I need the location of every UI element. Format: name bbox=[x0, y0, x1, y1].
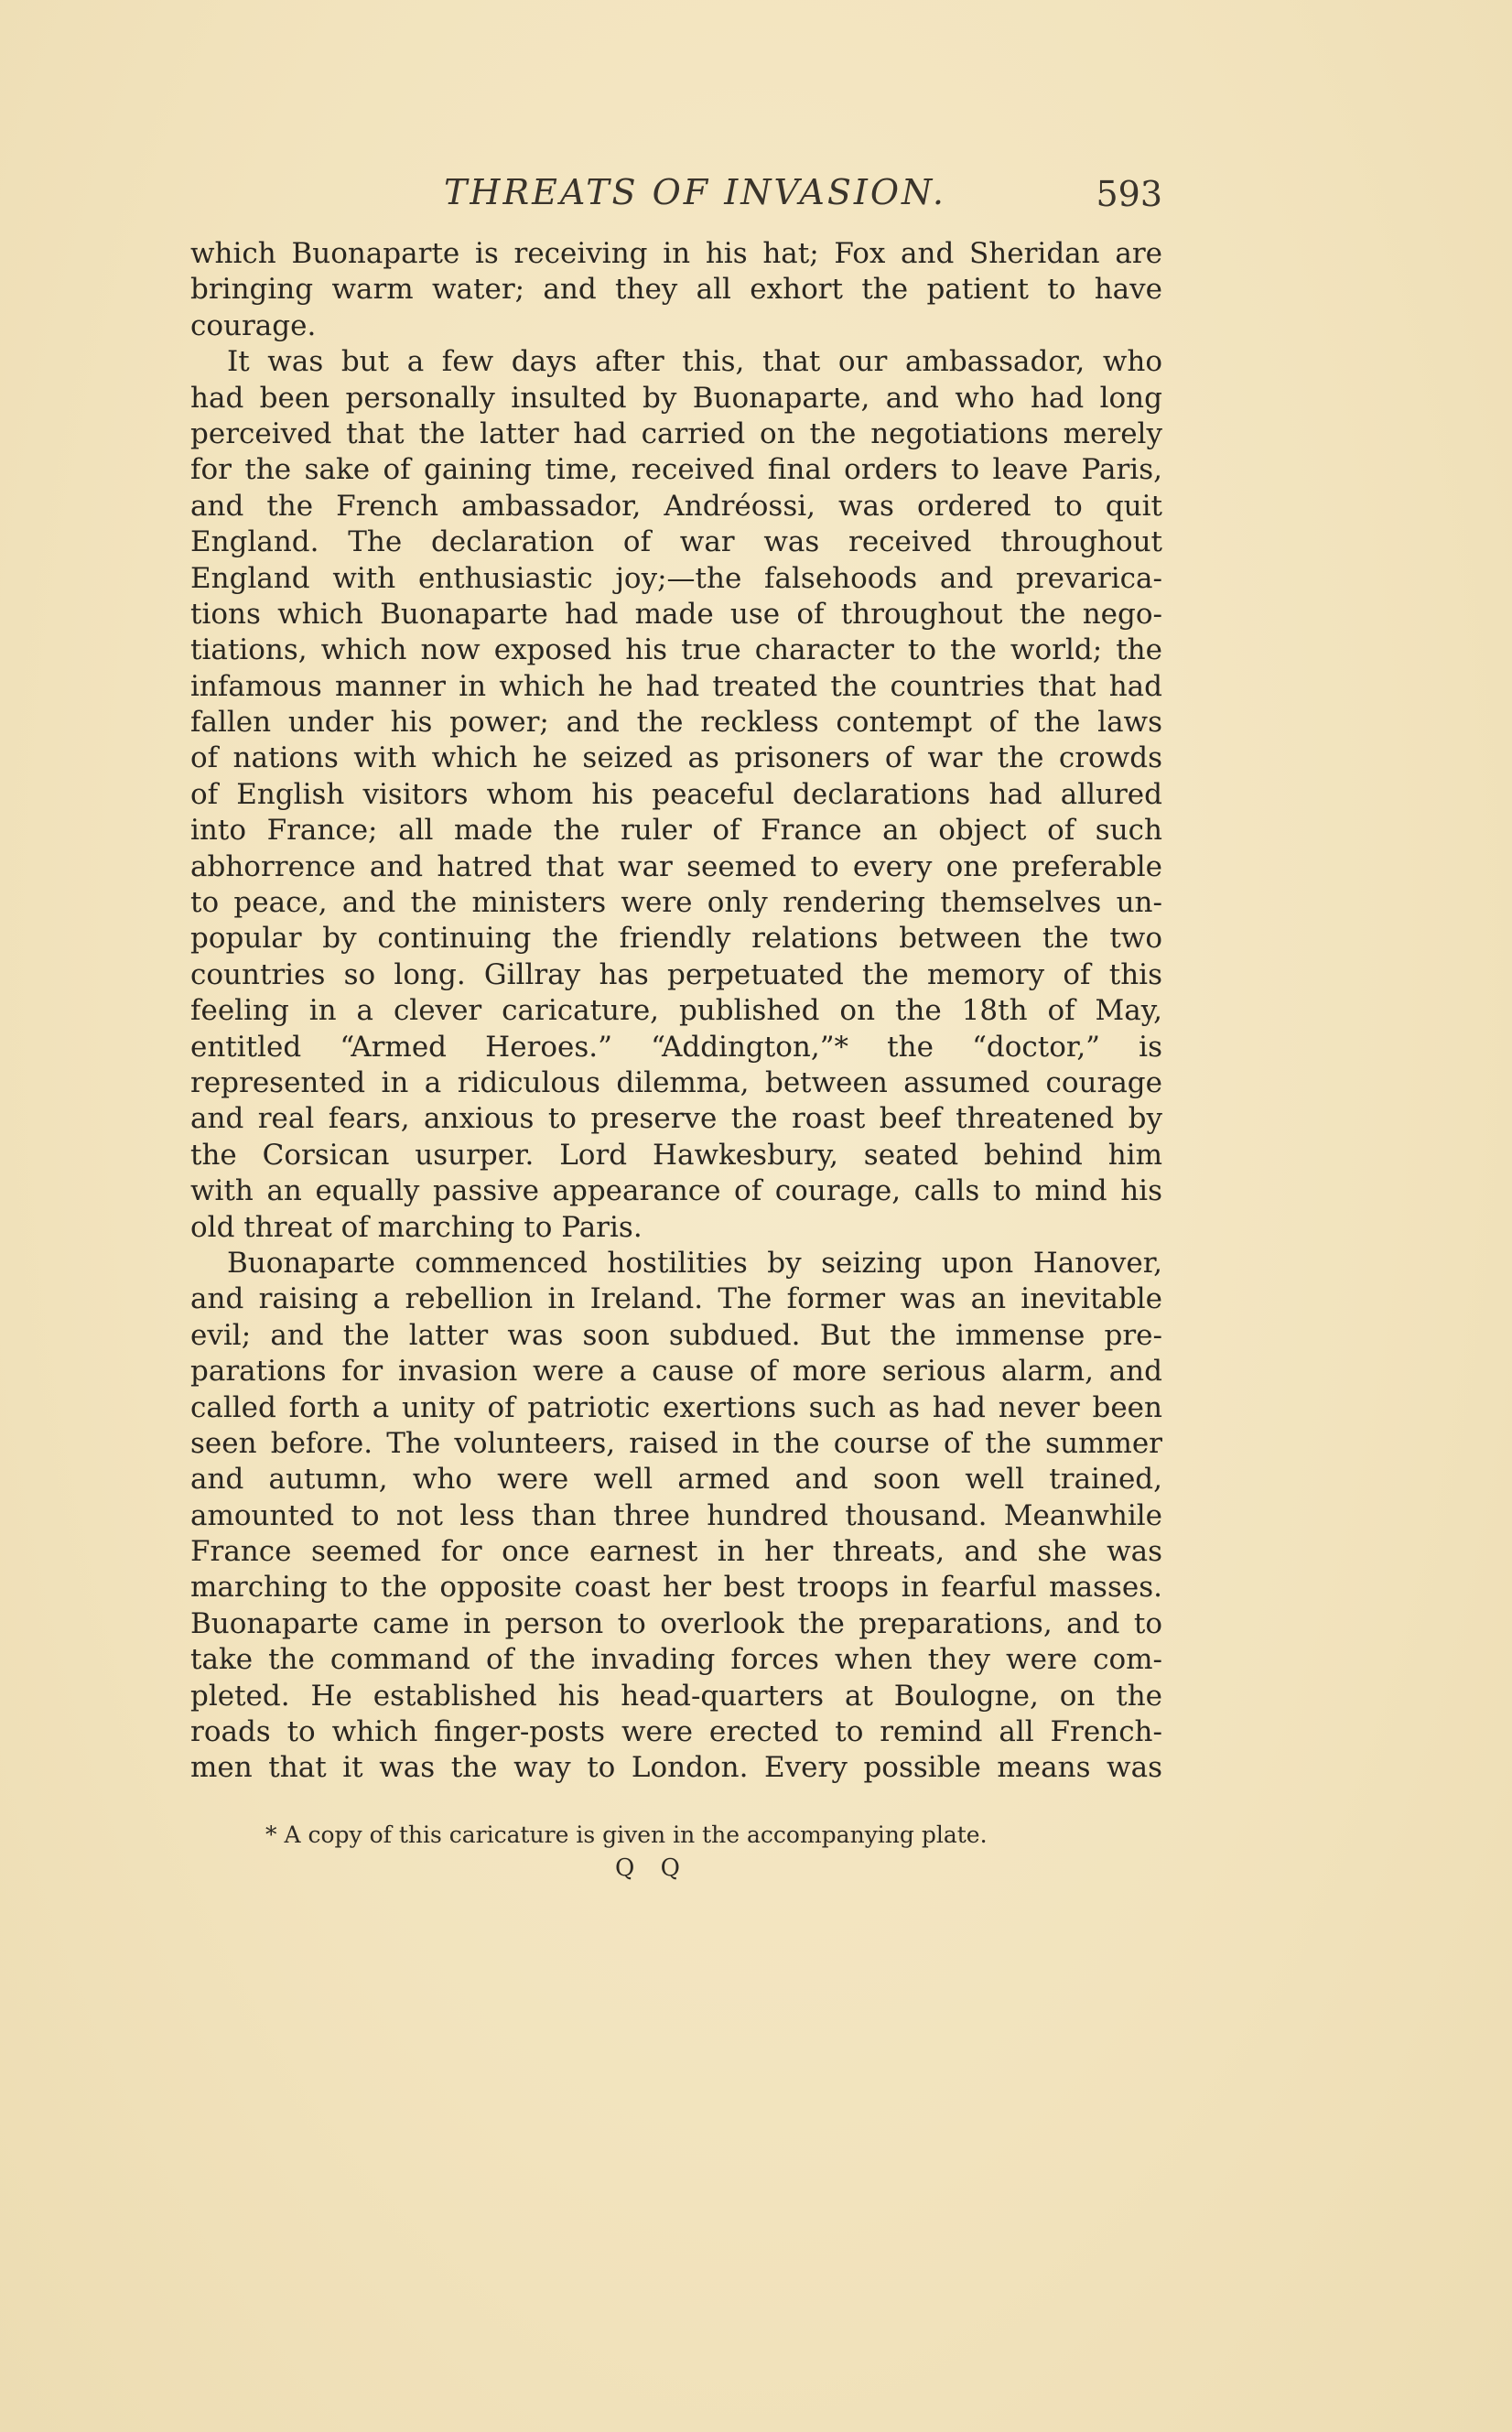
text-line: France seemed for once earnest in her threats, and she was bbox=[190, 1535, 1162, 1569]
text-line: England. The declaration of war was received throughout bbox=[190, 525, 1162, 559]
text-line: the Corsican usurper. Lord Hawkesbury, seated behind him bbox=[190, 1138, 1162, 1172]
text-line: with an equally passive appearance of courage, calls to mind his bbox=[190, 1174, 1162, 1208]
text-line: pleted. He established his head-quarters at Boulogne, on the bbox=[190, 1679, 1162, 1713]
text-line: parations for invasion were a cause of more serious alarm, and bbox=[190, 1355, 1162, 1389]
signature-mark: Q Q bbox=[615, 1854, 689, 1882]
text-line: perceived that the latter had carried on the negotiations merely bbox=[190, 416, 1162, 450]
text-line: countries so long. Gillray has perpetuated the memory of this bbox=[190, 957, 1162, 991]
text-line: into France; all made the ruler of France an object of such bbox=[190, 814, 1162, 848]
page-number: 593 bbox=[1096, 174, 1162, 214]
text-line: for the sake of gaining time, received final orders to leave Paris, bbox=[190, 453, 1162, 487]
text-line: popular by continuing the friendly relations between the two bbox=[190, 922, 1162, 956]
running-head bbox=[192, 172, 1162, 218]
text-line: had been personally insulted by Buonaparte, and who had long bbox=[190, 381, 1162, 415]
text-line: of nations with which he seized as prisoners of war the crowds bbox=[190, 741, 1162, 775]
body-text bbox=[190, 236, 1162, 1787]
text-line: abhorrence and hatred that war seemed to every one preferable bbox=[190, 849, 1162, 883]
text-line: tions which Buonaparte had made use of throughout the nego- bbox=[190, 597, 1162, 631]
text-line: England with enthusiastic joy;—the falsehoods and prevarica- bbox=[190, 561, 1162, 595]
text-line: old threat of marching to Paris. bbox=[190, 1210, 643, 1244]
text-line: to peace, and the ministers were only rendering themselves un- bbox=[190, 886, 1162, 920]
text-line: and raising a rebellion in Ireland. The former was an inevitable bbox=[190, 1282, 1162, 1316]
text-line: roads to which finger-posts were erected to remind all French- bbox=[190, 1715, 1162, 1749]
text-line: of English visitors whom his peaceful declarations had allured bbox=[190, 777, 1162, 811]
text-line: courage. bbox=[190, 308, 317, 342]
text-line: infamous manner in which he had treated the countries that had bbox=[190, 669, 1162, 703]
text-line: seen before. The volunteers, raised in the course of the summer bbox=[190, 1426, 1162, 1460]
text-line: and autumn, who were well armed and soon well trained, bbox=[190, 1463, 1162, 1497]
text-line: and real fears, anxious to preserve the roast beef threatened by bbox=[190, 1102, 1162, 1136]
text-line: amounted to not less than three hundred thousand. Meanwhile bbox=[190, 1498, 1162, 1532]
text-line: and the French ambassador, Andréossi, was ordered to quit bbox=[190, 489, 1162, 523]
text-line: called forth a unity of patriotic exertions such as had never been bbox=[190, 1390, 1162, 1424]
text-line: men that it was the way to London. Every possible means was bbox=[190, 1751, 1162, 1785]
paragraph-start-line: It was but a few days after this, that our ambassador, who bbox=[227, 345, 1162, 379]
text-line: entitled “Armed Heroes.” “Addington,”* the “doctor,” is bbox=[190, 1030, 1162, 1064]
text-line: feeling in a clever caricature, published on the 18th of May, bbox=[190, 994, 1162, 1028]
text-line: bringing warm water; and they all exhort the patient to have bbox=[190, 273, 1162, 307]
text-line: which Buonaparte is receiving in his hat; Fox and Sheridan are bbox=[190, 237, 1162, 270]
running-title: THREATS OF INVASION. bbox=[444, 172, 946, 212]
text-line: Buonaparte came in person to overlook the preparations, and to bbox=[190, 1606, 1162, 1640]
text-line: evil; and the latter was soon subdued. But the immense pre- bbox=[190, 1318, 1162, 1352]
text-line: tiations, which now exposed his true character to the world; the bbox=[190, 633, 1162, 667]
footnote: * A copy of this caricature is given in the accompanying plate. bbox=[265, 1821, 988, 1848]
text-line: take the command of the invading forces when they were com- bbox=[190, 1643, 1162, 1677]
text-line: marching to the opposite coast her best troops in fearful masses. bbox=[190, 1571, 1162, 1605]
text-line: represented in a ridiculous dilemma, between assumed courage bbox=[190, 1065, 1162, 1099]
text-line: fallen under his power; and the reckless contempt of the laws bbox=[190, 706, 1162, 740]
paragraph-start-line: Buonaparte commenced hostilities by seizing upon Hanover, bbox=[227, 1246, 1162, 1280]
